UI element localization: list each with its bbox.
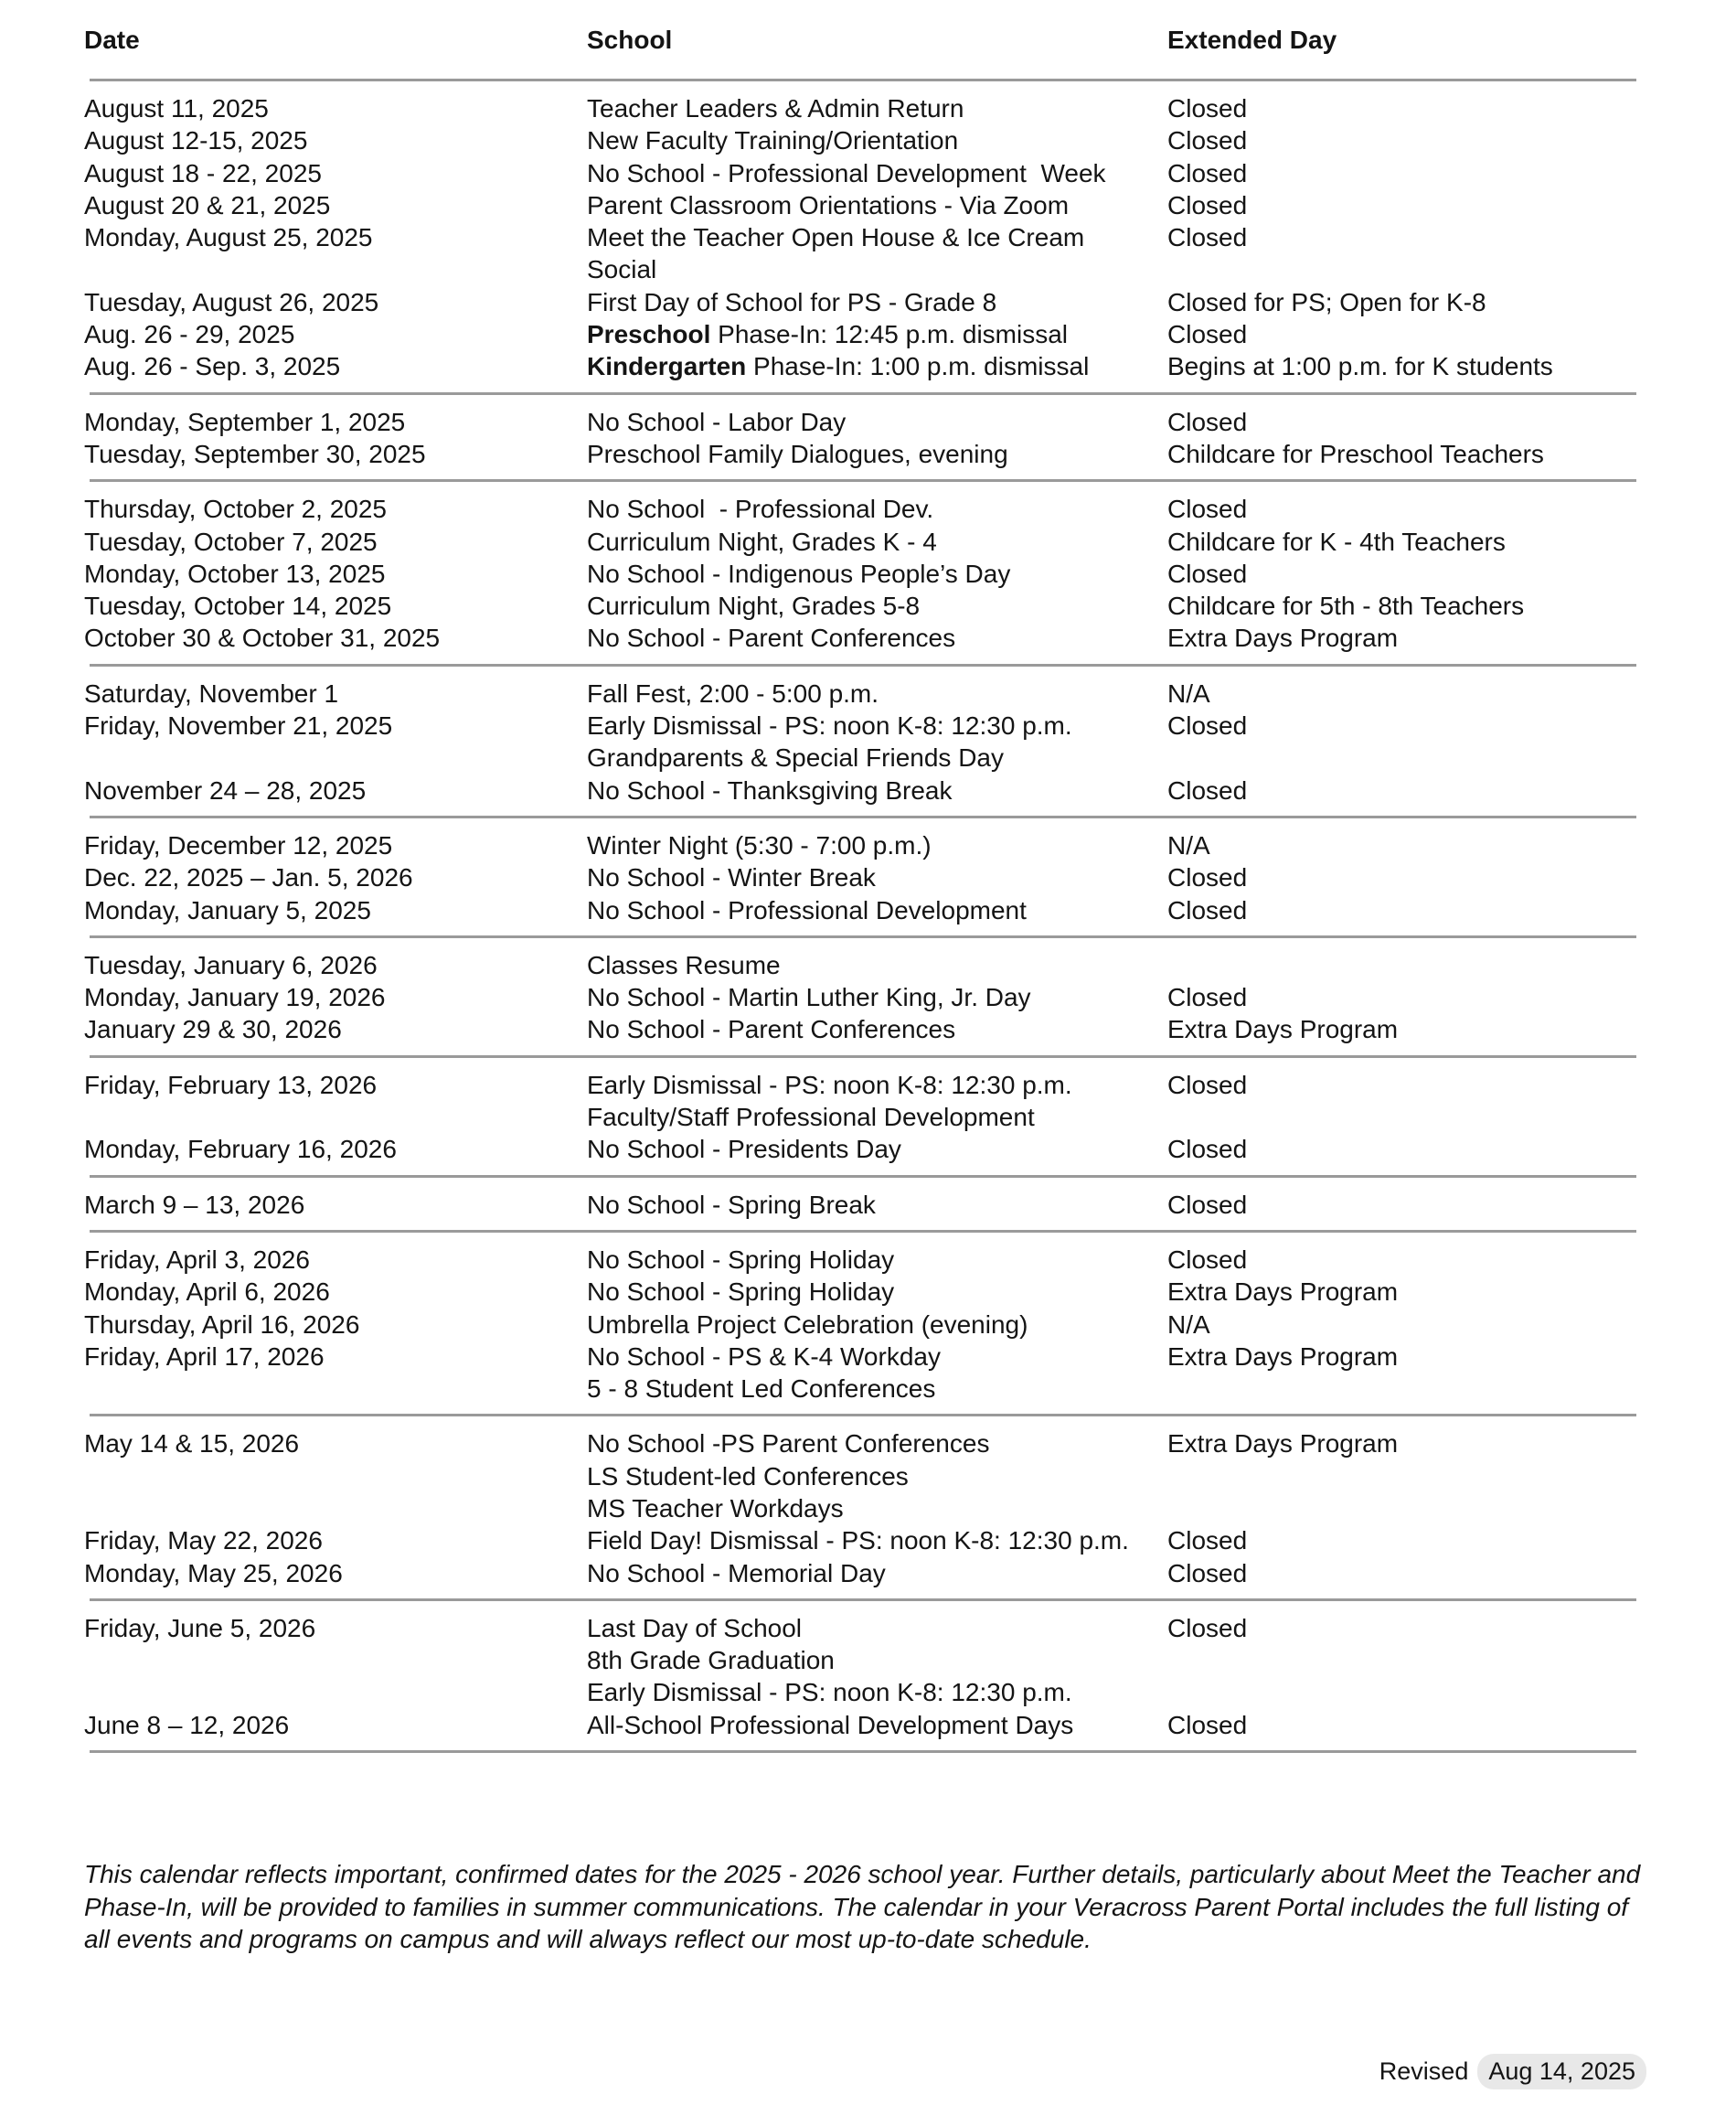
row-extended-day: Closed (1167, 495, 1248, 524)
row-date: Tuesday, October 14, 2025 (84, 592, 392, 621)
row-extended-day: Extra Days Program (1167, 1429, 1399, 1459)
row-school (587, 1244, 894, 1276)
row-school (587, 861, 876, 893)
revised-label: Revised (1379, 2057, 1469, 2085)
row-school (587, 1557, 886, 1589)
row-school (587, 493, 933, 525)
row-school (587, 829, 932, 861)
row-date: Friday, December 12, 2025 (84, 830, 393, 860)
school-line: No School - Winter Break (587, 863, 876, 892)
table-header (84, 0, 1638, 79)
row-extended-day: Extra Days Program (1167, 1015, 1399, 1044)
school-line: Parent Classroom Orientations - Via Zoom (587, 190, 1070, 219)
calendar-group (84, 1601, 1638, 1750)
school-line: Curriculum Night, Grades 5-8 (587, 592, 921, 621)
school-line: No School - Presidents Day (587, 1135, 901, 1164)
table-row (84, 590, 1638, 622)
footer-note: This calendar reflects important, confirmed dates for the 2025 - 2026 school year. Further details, particularly about Meet the Teacher and Phase-In, will be provided to families in summer communications. The calendar in your Veracross Parent Portal includes the full listing of all events and programs on campus and will always reflect our most up-to-date schedule. (84, 1860, 1641, 1953)
school-line: No School - Thanksgiving Break (587, 775, 953, 805)
row-date: Monday, April 6, 2026 (84, 1277, 330, 1307)
row-date: March 9 – 13, 2026 (84, 1190, 305, 1219)
row-date: June 8 – 12, 2026 (84, 1710, 290, 1739)
row-date: August 12-15, 2025 (84, 126, 308, 155)
calendar-group (84, 1416, 1638, 1597)
row-school (587, 775, 952, 807)
row-extended-day: Closed (1167, 223, 1248, 252)
row-extended-day: Extra Days Program (1167, 624, 1399, 653)
row-extended-day: Closed (1167, 711, 1248, 741)
row-extended-day: Closed (1167, 1710, 1248, 1739)
school-line: Winter Night (5:30 - 7:00 p.m.) (587, 830, 932, 860)
row-extended-day: Extra Days Program (1167, 1341, 1399, 1371)
table-row (84, 1524, 1638, 1556)
row-extended-day: N/A (1167, 830, 1210, 860)
table-row (84, 775, 1638, 807)
row-school (587, 286, 996, 318)
row-date: Friday, April 3, 2026 (84, 1245, 310, 1274)
row-date: May 14 & 15, 2026 (84, 1429, 300, 1459)
table-row (84, 1309, 1638, 1341)
row-extended-day: Closed (1167, 1245, 1248, 1274)
school-line: MS Teacher Workdays (587, 1493, 844, 1523)
school-bold-label: Preschool (587, 320, 711, 349)
revised-stamp (1379, 2054, 1646, 2089)
row-school (587, 1612, 1072, 1709)
row-extended-day: Childcare for Preschool Teachers (1167, 439, 1544, 468)
school-line: No School -PS Parent Conferences (587, 1429, 990, 1459)
row-date: Monday, January 19, 2026 (84, 983, 386, 1012)
row-date: Saturday, November 1 (84, 679, 339, 708)
school-line: No School - Spring Holiday (587, 1245, 895, 1274)
row-extended-day: N/A (1167, 679, 1210, 708)
row-date: Tuesday, October 7, 2025 (84, 527, 378, 556)
row-date: Monday, October 13, 2025 (84, 559, 386, 588)
row-school (587, 590, 920, 622)
row-date: August 20 & 21, 2025 (84, 190, 331, 219)
table-row (84, 189, 1638, 221)
row-school (587, 1013, 955, 1045)
row-date: Monday, August 25, 2025 (84, 223, 373, 252)
school-line: No School - Indigenous People’s Day (587, 559, 1011, 588)
header-date: Date (84, 26, 140, 54)
row-extended-day: Closed (1167, 983, 1248, 1012)
school-line: Fall Fest, 2:00 - 5:00 p.m. (587, 679, 879, 708)
header-extended-day: Extended Day (1167, 26, 1337, 54)
row-extended-day: Closed (1167, 895, 1248, 924)
row-extended-day: N/A (1167, 1309, 1210, 1339)
row-date: Friday, May 22, 2026 (84, 1526, 323, 1555)
row-school (587, 558, 1010, 590)
table-row (84, 558, 1638, 590)
row-date: Friday, November 21, 2025 (84, 711, 393, 741)
table-row (84, 710, 1638, 775)
table-row (84, 157, 1638, 189)
row-school (587, 318, 1068, 350)
row-extended-day: Closed (1167, 190, 1248, 219)
school-line: Curriculum Night, Grades K - 4 (587, 527, 937, 556)
row-school (587, 622, 955, 654)
calendar-group (84, 667, 1638, 816)
calendar-table (84, 0, 1638, 1753)
table-row (84, 526, 1638, 558)
school-line: No School - Martin Luther King, Jr. Day (587, 983, 1031, 1012)
row-date: Thursday, October 2, 2025 (84, 495, 387, 524)
row-extended-day: Closed (1167, 407, 1248, 436)
row-date: Aug. 26 - 29, 2025 (84, 320, 295, 349)
table-row (84, 406, 1638, 438)
row-extended-day: Closed (1167, 320, 1248, 349)
revised-date-badge: Aug 14, 2025 (1477, 2054, 1646, 2089)
table-row (84, 286, 1638, 318)
school-line: Field Day! Dismissal - PS: noon K-8: 12:30 p.m. (587, 1526, 1129, 1555)
calendar-group (84, 818, 1638, 935)
row-school (587, 1709, 1073, 1741)
row-date: Friday, June 5, 2026 (84, 1613, 316, 1642)
school-line: No School - Professional Development Week (587, 158, 1106, 187)
school-line: No School - PS & K-4 Workday (587, 1341, 941, 1371)
school-line: Grandparents & Special Friends Day (587, 743, 1004, 773)
row-date: November 24 – 28, 2025 (84, 775, 367, 805)
row-extended-day: Closed (1167, 1558, 1248, 1587)
row-school (587, 1276, 894, 1308)
row-school (587, 1341, 941, 1405)
row-school (587, 526, 937, 558)
table-row (84, 1013, 1638, 1045)
row-extended-day: Closed (1167, 1613, 1248, 1642)
row-school (587, 406, 846, 438)
row-date: Monday, May 25, 2026 (84, 1558, 343, 1587)
row-extended-day: Closed (1167, 559, 1248, 588)
row-school (587, 157, 1106, 189)
school-line: All-School Professional Development Days (587, 1710, 1074, 1739)
school-line: Preschool Family Dialogues, evening (587, 439, 1008, 468)
row-school (587, 92, 964, 124)
row-date: October 30 & October 31, 2025 (84, 624, 441, 653)
row-extended-day: Closed (1167, 1190, 1248, 1219)
school-line: Faculty/Staff Professional Development (587, 1103, 1035, 1132)
row-extended-day: Closed (1167, 775, 1248, 805)
row-extended-day: Closed (1167, 126, 1248, 155)
row-date: August 11, 2025 (84, 94, 269, 123)
calendar-group (84, 81, 1638, 392)
school-line: No School - Parent Conferences (587, 624, 956, 653)
table-row (84, 1341, 1638, 1405)
calendar-group (84, 1058, 1638, 1175)
row-school (587, 1069, 1072, 1134)
table-row (84, 1276, 1638, 1308)
table-row (84, 861, 1638, 893)
school-line: New Faculty Training/Orientation (587, 126, 959, 155)
row-school (587, 124, 958, 156)
row-date: Thursday, April 16, 2026 (84, 1309, 360, 1339)
school-line: No School - Memorial Day (587, 1558, 886, 1587)
school-line: 5 - 8 Student Led Conferences (587, 1374, 936, 1404)
row-school (587, 189, 1069, 221)
row-extended-day: Closed (1167, 1070, 1248, 1099)
row-date: January 29 & 30, 2026 (84, 1015, 342, 1044)
row-date: Tuesday, January 6, 2026 (84, 950, 378, 979)
row-date: Monday, January 5, 2025 (84, 895, 371, 924)
row-school (587, 1189, 876, 1221)
row-extended-day: Extra Days Program (1167, 1277, 1399, 1307)
school-line: Early Dismissal - PS: noon K-8: 12:30 p.m. (587, 1678, 1072, 1707)
row-school (587, 438, 1008, 470)
school-line: Classes Resume (587, 950, 781, 979)
table-row (84, 1069, 1638, 1134)
row-date: Monday, September 1, 2025 (84, 407, 406, 436)
calendar-group (84, 1178, 1638, 1230)
school-line (587, 350, 1089, 382)
row-school (587, 981, 1031, 1013)
row-date: Tuesday, September 30, 2025 (84, 439, 426, 468)
school-line: No School - Parent Conferences (587, 1015, 956, 1044)
school-line: Social (587, 255, 657, 284)
row-school (587, 1427, 989, 1524)
row-extended-day: Childcare for 5th - 8th Teachers (1167, 592, 1525, 621)
school-line: No School - Professional Dev. (587, 495, 934, 524)
row-extended-day: Closed (1167, 1526, 1248, 1555)
table-row (84, 981, 1638, 1013)
table-row (84, 894, 1638, 926)
group-divider (90, 1750, 1636, 1753)
table-row (84, 1189, 1638, 1221)
calendar-group (84, 482, 1638, 663)
calendar-groups (84, 79, 1638, 1753)
calendar-group (84, 1233, 1638, 1414)
row-school (587, 350, 1089, 382)
school-line: No School - Labor Day (587, 407, 847, 436)
row-school (587, 710, 1072, 775)
school-text: Phase-In: 1:00 p.m. dismissal (746, 352, 1090, 381)
school-line (587, 318, 1068, 350)
table-row (84, 124, 1638, 156)
row-date: Friday, February 13, 2026 (84, 1070, 378, 1099)
table-row (84, 1244, 1638, 1276)
table-row (84, 318, 1638, 350)
row-school (587, 894, 1027, 926)
table-row (84, 1557, 1638, 1589)
school-line: Meet the Teacher Open House & Ice Cream (587, 223, 1085, 252)
row-extended-day: Closed (1167, 863, 1248, 892)
row-extended-day: Childcare for K - 4th Teachers (1167, 527, 1506, 556)
school-bold-label: Kindergarten (587, 352, 747, 381)
row-extended-day: Begins at 1:00 p.m. for K students (1167, 352, 1553, 381)
school-line: Last Day of School (587, 1613, 803, 1642)
school-line: LS Student-led Conferences (587, 1461, 909, 1491)
school-text: Phase-In: 12:45 p.m. dismissal (710, 320, 1069, 349)
table-row (84, 949, 1638, 981)
row-date: Aug. 26 - Sep. 3, 2025 (84, 352, 341, 381)
table-row (84, 493, 1638, 525)
row-date: Tuesday, August 26, 2025 (84, 287, 379, 316)
row-extended-day: Closed (1167, 158, 1248, 187)
table-row (84, 438, 1638, 470)
school-line: No School - Professional Development (587, 895, 1027, 924)
table-row (84, 1709, 1638, 1741)
table-row (84, 622, 1638, 654)
row-school (587, 1133, 901, 1165)
school-line: 8th Grade Graduation (587, 1646, 835, 1675)
school-line: Umbrella Project Celebration (evening) (587, 1309, 1028, 1339)
row-school (587, 221, 1084, 286)
row-school (587, 949, 781, 981)
row-extended-day: Closed (1167, 1135, 1248, 1164)
table-row (84, 829, 1638, 861)
school-line: Teacher Leaders & Admin Return (587, 94, 964, 123)
row-extended-day: Closed (1167, 94, 1248, 123)
school-line: First Day of School for PS - Grade 8 (587, 287, 997, 316)
school-line: No School - Spring Break (587, 1190, 876, 1219)
calendar-group (84, 938, 1638, 1055)
table-row (84, 221, 1638, 286)
row-extended-day: Closed for PS; Open for K-8 (1167, 287, 1486, 316)
row-date: Monday, February 16, 2026 (84, 1135, 397, 1164)
row-date: Dec. 22, 2025 – Jan. 5, 2026 (84, 863, 413, 892)
row-date: August 18 - 22, 2025 (84, 158, 322, 187)
table-row (84, 1612, 1638, 1709)
row-school (587, 678, 879, 710)
calendar-group (84, 395, 1638, 480)
table-row (84, 678, 1638, 710)
header-school: School (587, 26, 673, 54)
row-school (587, 1524, 1129, 1556)
table-row (84, 1133, 1638, 1165)
table-row (84, 1427, 1638, 1524)
table-row (84, 92, 1638, 124)
table-row (84, 350, 1638, 382)
school-line: No School - Spring Holiday (587, 1277, 895, 1307)
row-school (587, 1309, 1028, 1341)
row-date: Friday, April 17, 2026 (84, 1341, 325, 1371)
school-line: Early Dismissal - PS: noon K-8: 12:30 p.m. (587, 1070, 1072, 1099)
school-line: Early Dismissal - PS: noon K-8: 12:30 p.m. (587, 711, 1072, 741)
